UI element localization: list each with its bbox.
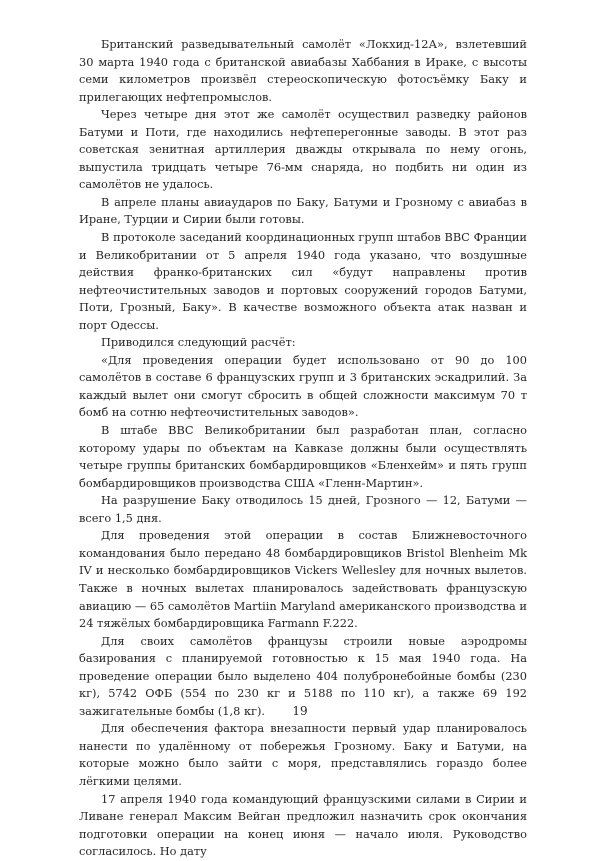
paragraph: Для проведения этой операции в состав Ближневосточного командования было передано 48 бомбардировщиков Bristol Blenheim Mk IV и несколько бомбардировщиков Vickers Wellesley для ночных вылетов. Также в ночных вылетах планировалось задействовать французскую авиацию — 65 самолётов Martiin Maryland американского производства и 24 тяжёлых бомбардировщика Farmann F.222. (79, 528, 527, 631)
page-number: 19 (292, 704, 308, 718)
paragraph: Через четыре дня этот же самолёт осуществил разведку районов Батуми и Поти, где находились нефтеперегонные заводы. В этот раз советская зенитная артиллерия дважды открывала по нему огонь, выпустила тридцать четыре 76-мм снаряда, но подбить ни один из самолётов не удалось. (79, 107, 527, 192)
paragraph: Для обеспечения фактора внезапности первый удар планировалось нанести по удалённому от побережья Грозному. Баку и Батуми, на которые можно было зайти с моря, представлялись гораздо более лёгкими целями. (79, 721, 527, 788)
paragraph: Для своих самолётов французы строили новые аэродромы базирования с планируемой готовностью к 15 мая 1940 года. На проведение операции было выделено 404 полубронебойные бомбы (230 кг), 5742 ОФБ (554 по 230 кг и 5188 по 110 кг), а также 69 192 зажигательные бомбы (1,8 кг). (79, 633, 527, 718)
paragraph: 17 апреля 1940 года командующий французскими силами в Сирии и Ливане генерал Максим Вейган предложил назначить срок окончания подготовки операции на конец июня — начало июля. Руководство согласилось. Но дату (79, 791, 527, 859)
paragraph: На разрушение Баку отводилось 15 дней, Грозного — 12, Батуми — всего 1,5 дня. (79, 493, 527, 525)
body-text (79, 36, 527, 861)
paragraph: Приводился следующий расчёт: (101, 335, 296, 350)
paragraph: В протоколе заседаний координационных групп штабов ВВС Франции и Великобритании от 5 апреля 1940 года указано, что воздушные действия франко-британских сил «будут направлены против нефтеочистительных заводов и портовых сооружений городов Батуми, Поти, Грозный, Баку». В качестве возможного объекта атак назван и порт Одессы. (79, 230, 527, 332)
paragraph: Британский разведывательный самолёт «Локхид-12А», взлетевший 30 марта 1940 года с британской авиабазы Хаббания в Ираке, с высоты семи километров произвёл стереоскопическую фотосъёмку Баку и прилегающих нефтепромыслов. (79, 37, 527, 104)
quote-paragraph: «Для проведения операции будет использовано от 90 до 100 самолётов в составе 6 французских групп и 3 британских эскадрилий. За каждый вылет они смогут сбросить в общей сложности максимум 70 т бомб на сотню нефтеочистительных заводов». (79, 352, 527, 420)
paragraph: В штабе ВВС Великобритании был разработан план, согласно которому удары по объектам на Кавказе должны были осуществлять четыре группы британских бомбардировщиков «Бленхейм» и пять групп бомбардировщиков производства США «Гленн-Мартин». (79, 423, 527, 490)
paragraph: В апреле планы авиаударов по Баку, Батуми и Грозному с авиабаз в Иране, Турции и Сирии были готовы. (79, 194, 527, 227)
